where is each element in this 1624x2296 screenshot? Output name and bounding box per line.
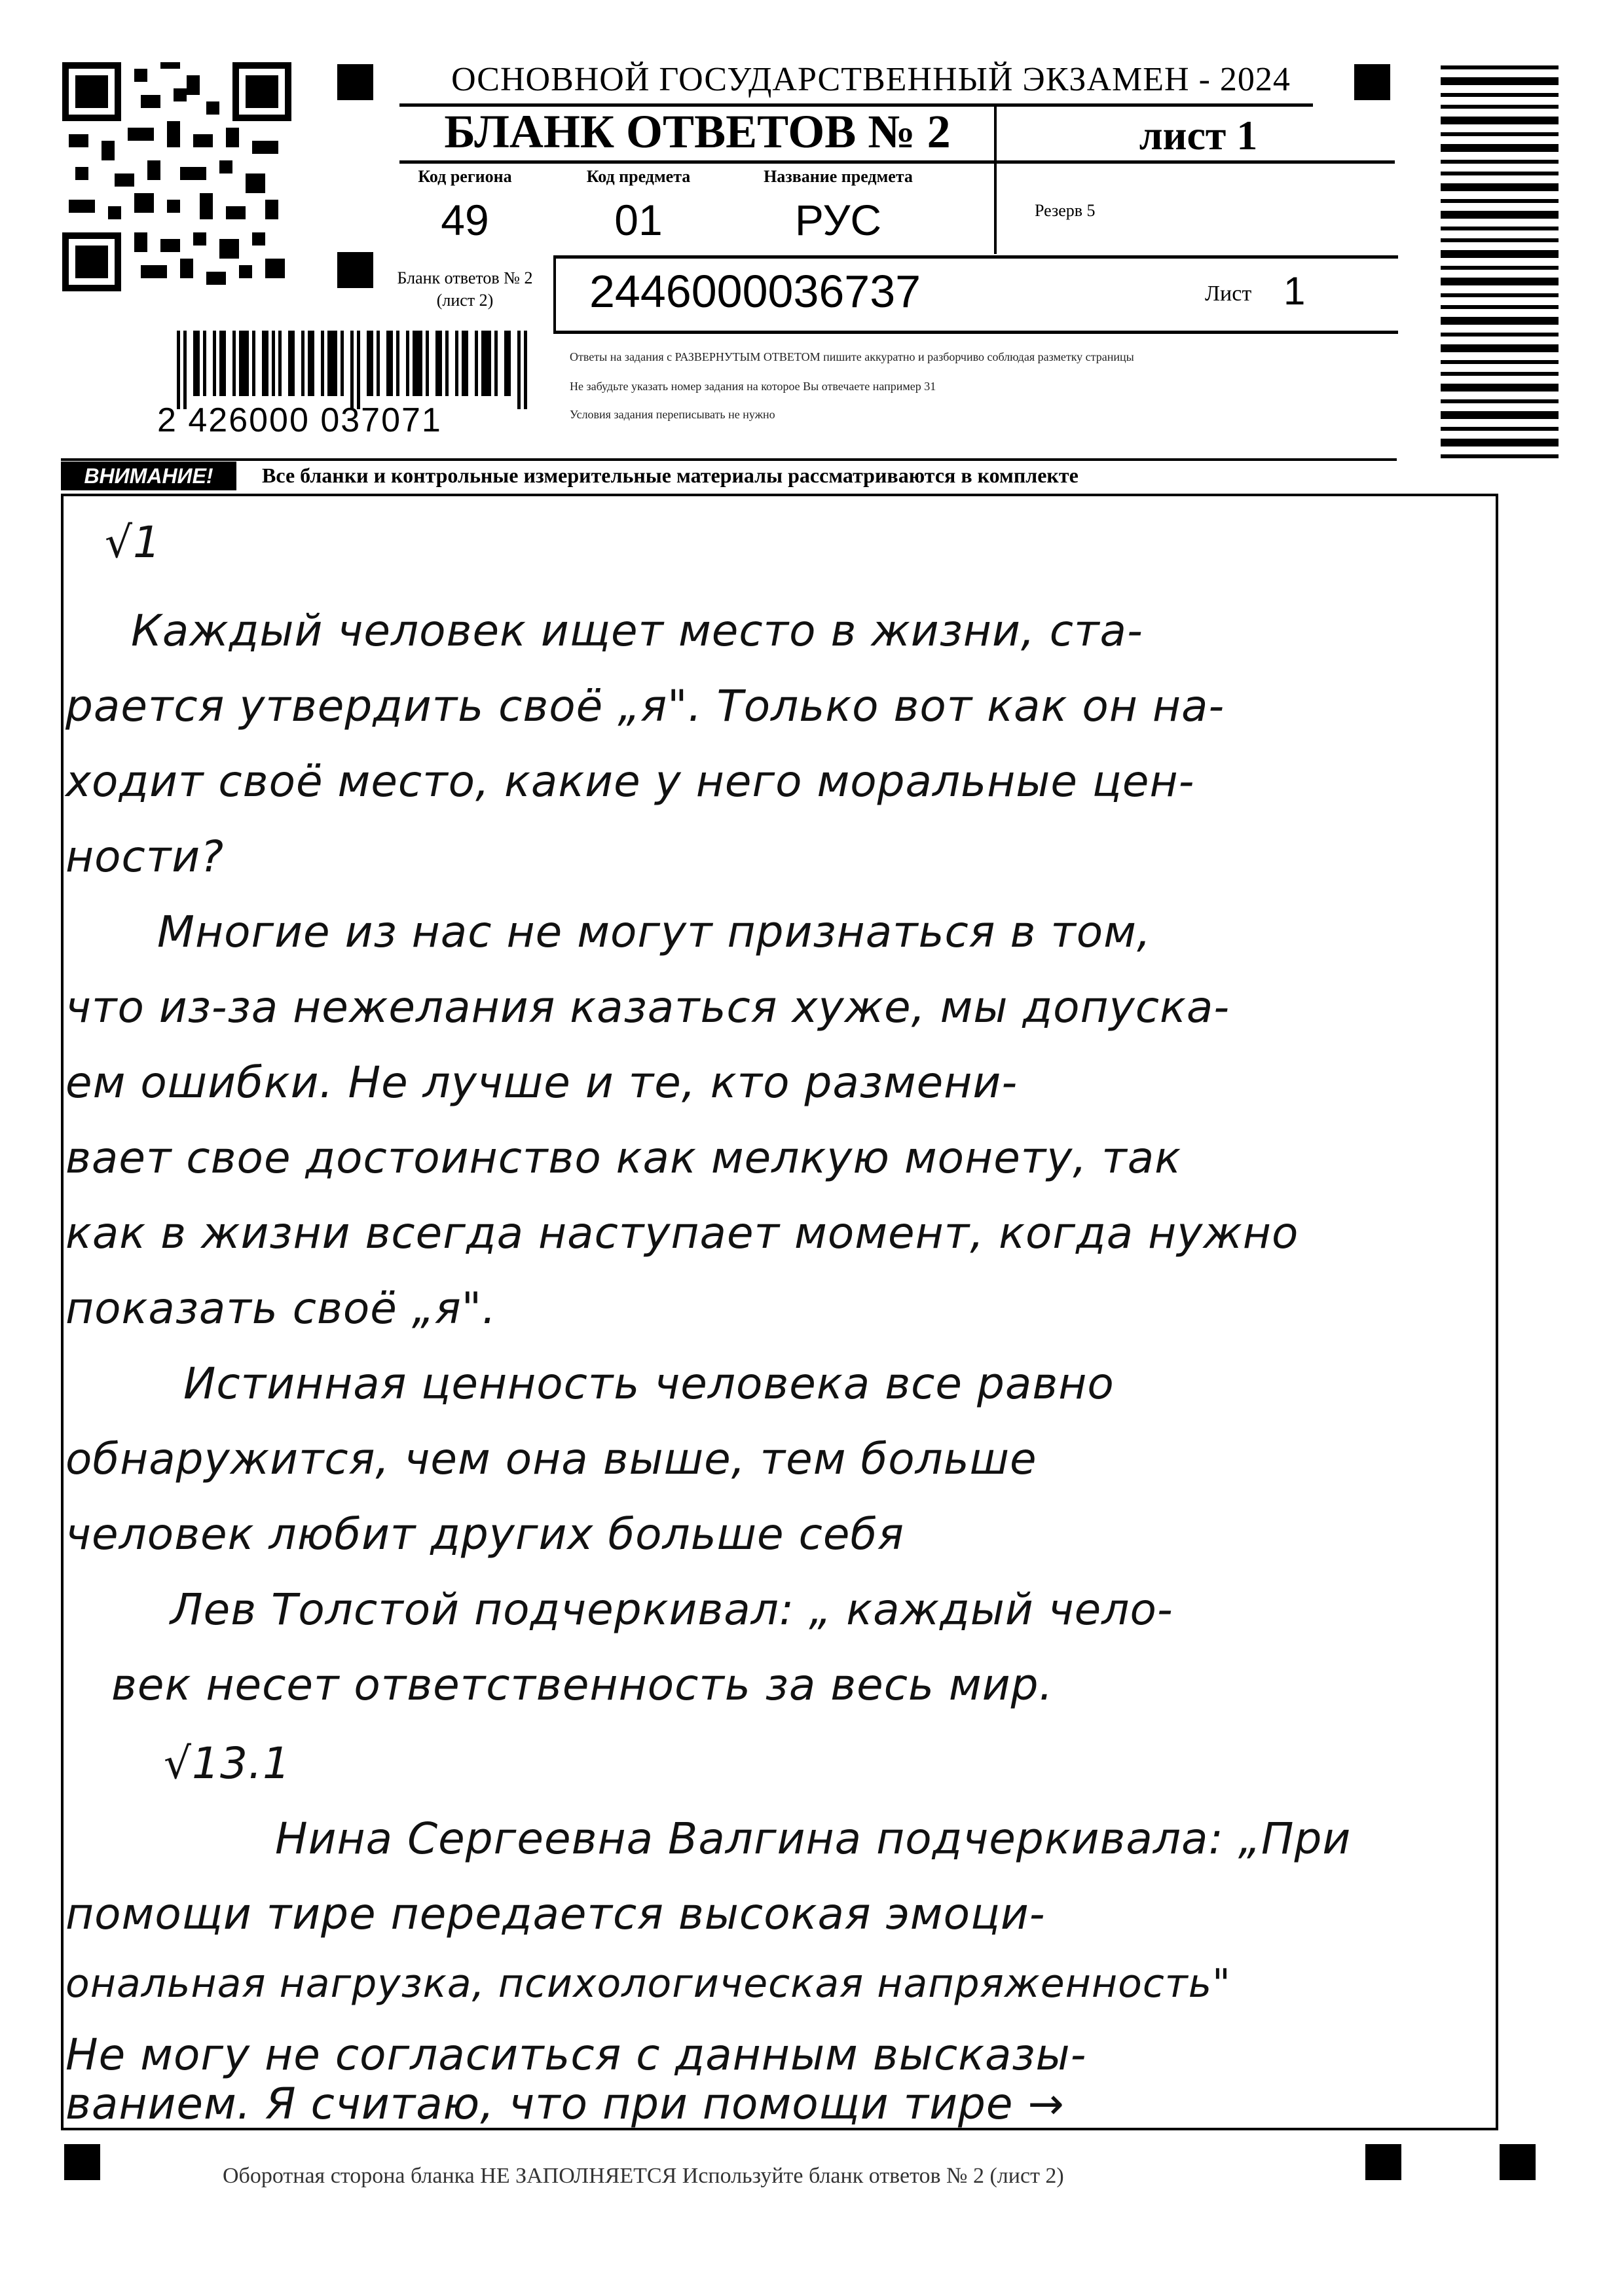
alignment-marker bbox=[1500, 2144, 1536, 2180]
answer-line: ональная нагрузка, психологическая напряженность" bbox=[65, 1961, 1231, 2007]
barcode bbox=[1441, 65, 1559, 458]
qr-code bbox=[62, 62, 291, 291]
answer-line: Нина Сергеевна Валгина подчеркивала: „При bbox=[275, 1813, 1352, 1864]
answer-line: Каждый человек ищет место в жизни, ста- bbox=[131, 606, 1143, 656]
answer-line: показать своё „я". bbox=[65, 1283, 497, 1334]
divider bbox=[61, 458, 1397, 461]
answer-line: век несет ответственность за весь мир. bbox=[111, 1660, 1054, 1710]
warning-badge: ВНИМАНИЕ! bbox=[61, 462, 236, 490]
alignment-marker bbox=[337, 64, 373, 100]
answer-line: обнаружится, чем она выше, тем больше bbox=[65, 1434, 1037, 1484]
instruction-text: Ответы на задания с РАЗВЕРНУТЫМ ОТВЕТОМ пишите аккуратно и разборчиво соблюдая разметку страницы bbox=[570, 350, 1134, 363]
instruction-text: Не забудьте указать номер задания на которое Вы отвечаете например 31 bbox=[570, 380, 936, 393]
barcode bbox=[177, 331, 530, 409]
divider bbox=[553, 331, 1398, 334]
sheet-title: лист 1 bbox=[1139, 112, 1258, 158]
answer-line: ем ошибки. Не лучше и те, кто размени- bbox=[65, 1057, 1018, 1108]
alignment-marker bbox=[1365, 2144, 1401, 2180]
warning-text: Все бланки и контрольные измерительные материалы рассматриваются в комплекте bbox=[262, 464, 1079, 487]
alignment-marker bbox=[64, 2144, 100, 2180]
alignment-marker bbox=[1354, 64, 1390, 100]
answer-line: человек любит других больше себя bbox=[65, 1509, 904, 1559]
alignment-marker bbox=[337, 252, 373, 288]
answer-line: вает свое достоинство как мелкую монету, так bbox=[65, 1133, 1182, 1183]
subject-name-label: Название предмета bbox=[764, 167, 913, 186]
answer-line: ходит своё место, какие у него моральные цен- bbox=[65, 756, 1195, 807]
divider bbox=[994, 105, 997, 254]
instruction-text: Условия задания переписывать не нужно bbox=[570, 408, 775, 421]
subject-name-value: РУС bbox=[794, 196, 882, 244]
answer-line: рается утвердить своё „я". Только вот как он на- bbox=[65, 681, 1225, 731]
answer-line: Лев Толстой подчеркивал: „ каждый чело- bbox=[170, 1584, 1173, 1635]
answer-line: что из-за нежелания казаться хуже, мы допуска- bbox=[65, 982, 1230, 1032]
list-number: 1 bbox=[1283, 269, 1306, 313]
region-value: 49 bbox=[441, 196, 489, 244]
answer-line: ности? bbox=[65, 831, 225, 882]
reserve-label: Резерв 5 bbox=[1035, 201, 1096, 220]
footer-note: Оборотная сторона бланка НЕ ЗАПОЛНЯЕТСЯ Используйте бланк ответов № 2 (лист 2) bbox=[223, 2164, 1064, 2188]
answer-line: Не могу не согласиться с данным высказы- bbox=[65, 2030, 1087, 2080]
blank-number: 2446000036737 bbox=[589, 266, 921, 317]
answer-line: помощи тире передается высокая эмоци- bbox=[65, 1889, 1046, 1939]
divider bbox=[553, 255, 1398, 259]
divider bbox=[553, 255, 556, 331]
answer-line: как в жизни всегда наступает момент, когда нужно bbox=[65, 1208, 1299, 1258]
answer-line: √13.1 bbox=[164, 1738, 291, 1789]
answer-line: √1 bbox=[105, 517, 162, 568]
subject-code-label: Код предмета bbox=[586, 167, 691, 186]
answer-line: Истинная ценность человека все равно bbox=[183, 1358, 1115, 1409]
answer-line: Многие из нас не могут признаться в том, bbox=[157, 907, 1151, 957]
exam-title: ОСНОВНОЙ ГОСУДАРСТВЕННЫЙ ЭКЗАМЕН - 2024 bbox=[451, 61, 1291, 98]
region-label: Код региона bbox=[418, 167, 512, 186]
blank2-label: Бланк ответов № 2 (лист 2) bbox=[397, 268, 533, 310]
divider bbox=[399, 160, 1395, 164]
subject-code-value: 01 bbox=[614, 196, 663, 244]
blank-title: БЛАНК ОТВЕТОВ № 2 bbox=[444, 105, 951, 158]
answer-line: ванием. Я считаю, что при помощи тире → bbox=[65, 2079, 1065, 2129]
list-label: Лист bbox=[1205, 282, 1252, 306]
barcode-number: 2 426000 037071 bbox=[157, 401, 442, 439]
